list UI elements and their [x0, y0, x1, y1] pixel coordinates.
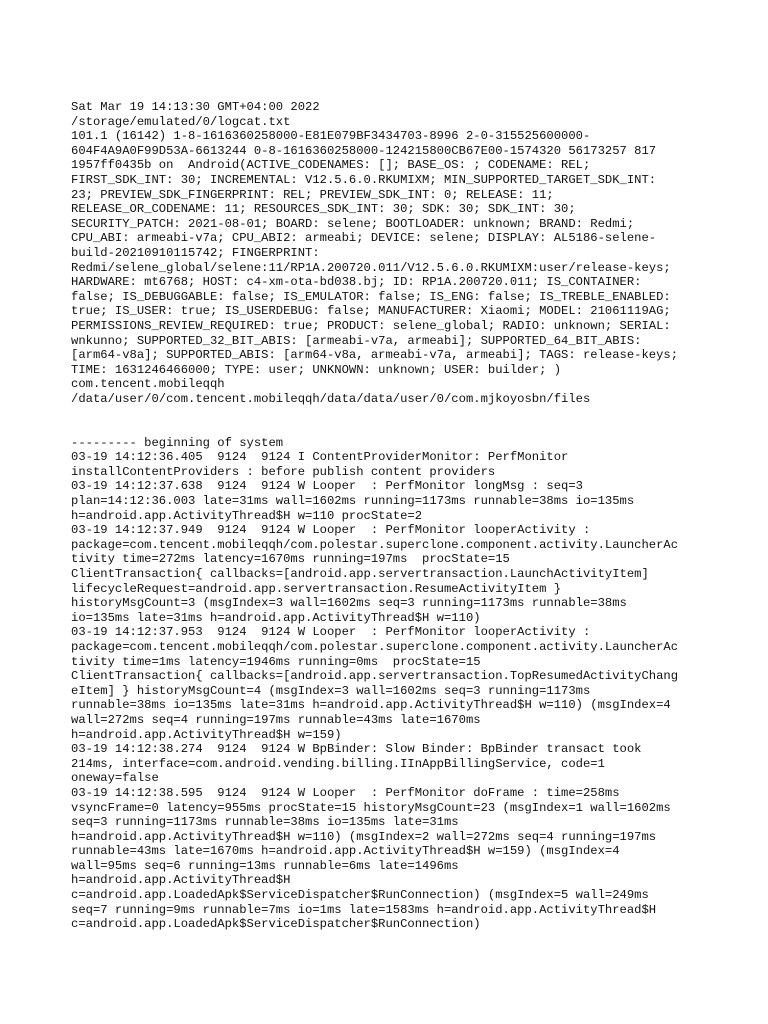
log-line: 03-19 14:12:37.953 9124 9124 W Looper : PerfMonitor looperActivity : [71, 625, 591, 640]
build-info-line: build-20210910115742; FINGERPRINT: [71, 245, 320, 260]
log-line: vsyncFrame=0 latency=955ms procState=15 historyMsgCount=23 (msgIndex=1 wall=1602ms [71, 800, 671, 815]
log-line: 03-19 14:12:38.595 9124 9124 W Looper : PerfMonitor doFrame : time=258ms [71, 785, 620, 800]
log-entries-block [71, 436, 761, 932]
build-info-line: 604F4A9A0F99D53A-6613244 0-8-1616360258000-124215800CB67E00-1574320 56173257 817 [71, 143, 657, 158]
file-path-line: /storage/emulated/0/logcat.txt [71, 114, 291, 129]
log-line: 03-19 14:12:37.638 9124 9124 W Looper : PerfMonitor longMsg : seq=3 [71, 479, 583, 494]
log-line: c=android.app.LoadedApk$ServiceDispatcher$RunConnection) [71, 917, 481, 932]
build-info-line: FIRST_SDK_INT: 30; INCREMENTAL: V12.5.6.0.RKUMIXM; MIN_SUPPORTED_TARGET_SDK_INT: [71, 172, 657, 187]
log-line: plan=14:12:36.003 late=31ms wall=1602ms running=1173ms runnable=38ms io=135ms [71, 494, 635, 509]
log-line: wall=272ms seq=4 running=197ms runnable=43ms late=1670ms [71, 712, 481, 727]
log-line: h=android.app.ActivityThread$H w=110) (msgIndex=2 wall=272ms seq=4 running=197ms [71, 829, 657, 844]
build-info-line: PERMISSIONS_REVIEW_REQUIRED: true; PRODUCT: selene_global; RADIO: unknown; SERIAL: [71, 318, 671, 333]
build-info-line: TIME: 1631246466000; TYPE: user; UNKNOWN: unknown; USER: builder; ) [71, 362, 562, 377]
build-info-line: 23; PREVIEW_SDK_FINGERPRINT: REL; PREVIEW_SDK_INT: 0; RELEASE: 11; [71, 187, 554, 202]
build-info-line: 101.1 (16142) 1-8-1616360258000-E81E079BF3434703-8996 2-0-315525600000- [71, 129, 591, 144]
build-info-line: HARDWARE: mt6768; HOST: c4-xm-ota-bd038.bj; ID: RP1A.200720.011; IS_CONTAINER: [71, 275, 642, 290]
build-info-line: [arm64-v8a]; SUPPORTED_ABIS: [arm64-v8a, armeabi-v7a, armeabi]; TAGS: release-keys; [71, 348, 679, 363]
log-line: oneway=false [71, 771, 159, 786]
log-line: runnable=43ms late=1670ms h=android.app.ActivityThread$H w=159) (msgIndex=4 [71, 844, 620, 859]
logcat-document [71, 100, 761, 932]
log-line: package=com.tencent.mobileqqh/com.polestar.superclone.component.activity.LauncherAc [71, 537, 679, 552]
log-line: h=android.app.ActivityThread$H w=159) [71, 727, 342, 742]
log-line: 03-19 14:12:38.274 9124 9124 W BpBinder: Slow Binder: BpBinder transact took [71, 742, 642, 757]
timestamp-line: Sat Mar 19 14:13:30 GMT+04:00 2022 [71, 100, 320, 114]
section-spacer [71, 406, 761, 435]
log-line: io=135ms late=31ms h=android.app.ActivityThread$H w=110) [71, 610, 481, 625]
build-info-line: SECURITY_PATCH: 2021-08-01; BOARD: selene; BOOTLOADER: unknown; BRAND: Redmi; [71, 216, 635, 231]
log-line: installContentProviders : before publish content providers [71, 464, 496, 479]
build-info-line: Redmi/selene_global/selene:11/RP1A.200720.011/V12.5.6.0.RKUMIXM:user/release-keys; [71, 260, 671, 275]
log-line: tivity time=272ms latency=1670ms running=197ms procState=15 [71, 552, 510, 567]
log-line: seq=7 running=9ms runnable=7ms io=1ms late=1583ms h=android.app.ActivityThread$H [71, 902, 657, 917]
log-line: h=android.app.ActivityThread$H [71, 873, 291, 888]
build-info-line: CPU_ABI: armeabi-v7a; CPU_ABI2: armeabi; DEVICE: selene; DISPLAY: AL5186-selene- [71, 231, 657, 246]
log-line: runnable=38ms io=135ms late=31ms h=android.app.ActivityThread$H w=110) (msgIndex=4 [71, 698, 671, 713]
log-line: ClientTransaction{ callbacks=[android.app.servertransaction.LaunchActivityItem] [71, 567, 649, 581]
log-line: h=android.app.ActivityThread$H w=110 procState=2 [71, 508, 423, 523]
log-line: ClientTransaction{ callbacks=[android.app.servertransaction.TopResumedActivityChang [71, 669, 679, 684]
device-info-block [71, 100, 761, 406]
build-info-line: RELEASE_OR_CODENAME: 11; RESOURCES_SDK_INT: 30; SDK: 30; SDK_INT: 30; [71, 202, 576, 217]
build-info-line: false; IS_DEBUGGABLE: false; IS_EMULATOR: false; IS_ENG: false; IS_TREBLE_ENABLED: [71, 289, 671, 304]
log-line: 214ms, interface=com.android.vending.billing.IInAppBillingService, code=1 [71, 756, 605, 771]
build-info-line: 1957ff0435b on Android(ACTIVE_CODENAMES: []; BASE_OS: ; CODENAME: REL; [71, 158, 591, 173]
log-line: c=android.app.LoadedApk$ServiceDispatcher$RunConnection) (msgIndex=5 wall=249ms [71, 888, 649, 903]
data-path-line: /data/user/0/com.tencent.mobileqqh/data/data/user/0/com.mjkoyosbn/files [71, 391, 591, 406]
log-line: seq=3 running=1173ms runnable=38ms io=135ms late=31ms [71, 815, 459, 830]
log-line: wall=95ms seq=6 running=13ms runnable=6ms late=1496ms [71, 858, 459, 873]
build-info-line: true; IS_USER: true; IS_USERDEBUG: false; MANUFACTURER: Xiaomi; MODEL: 21061119AG; [71, 304, 671, 319]
log-line: historyMsgCount=3 (msgIndex=3 wall=1602ms seq=3 running=1173ms runnable=38ms [71, 596, 627, 611]
log-line: tivity time=1ms latency=1946ms running=0ms procState=15 [71, 654, 481, 669]
log-section-header: --------- beginning of system [71, 435, 284, 450]
log-line: 03-19 14:12:36.405 9124 9124 I ContentProviderMonitor: PerfMonitor [71, 450, 569, 465]
log-line: 03-19 14:12:37.949 9124 9124 W Looper : PerfMonitor looperActivity : [71, 523, 591, 538]
package-name-line: com.tencent.mobileqqh [71, 377, 225, 392]
log-line: eItem] } historyMsgCount=4 (msgIndex=3 wall=1602ms seq=3 running=1173ms [71, 683, 591, 698]
build-info-line: wnkunno; SUPPORTED_32_BIT_ABIS: [armeabi-v7a, armeabi]; SUPPORTED_64_BIT_ABIS: [71, 333, 642, 348]
log-line: package=com.tencent.mobileqqh/com.polestar.superclone.component.activity.LauncherAc [71, 639, 679, 654]
log-line: lifecycleRequest=android.app.servertransaction.ResumeActivityItem } [71, 581, 562, 596]
